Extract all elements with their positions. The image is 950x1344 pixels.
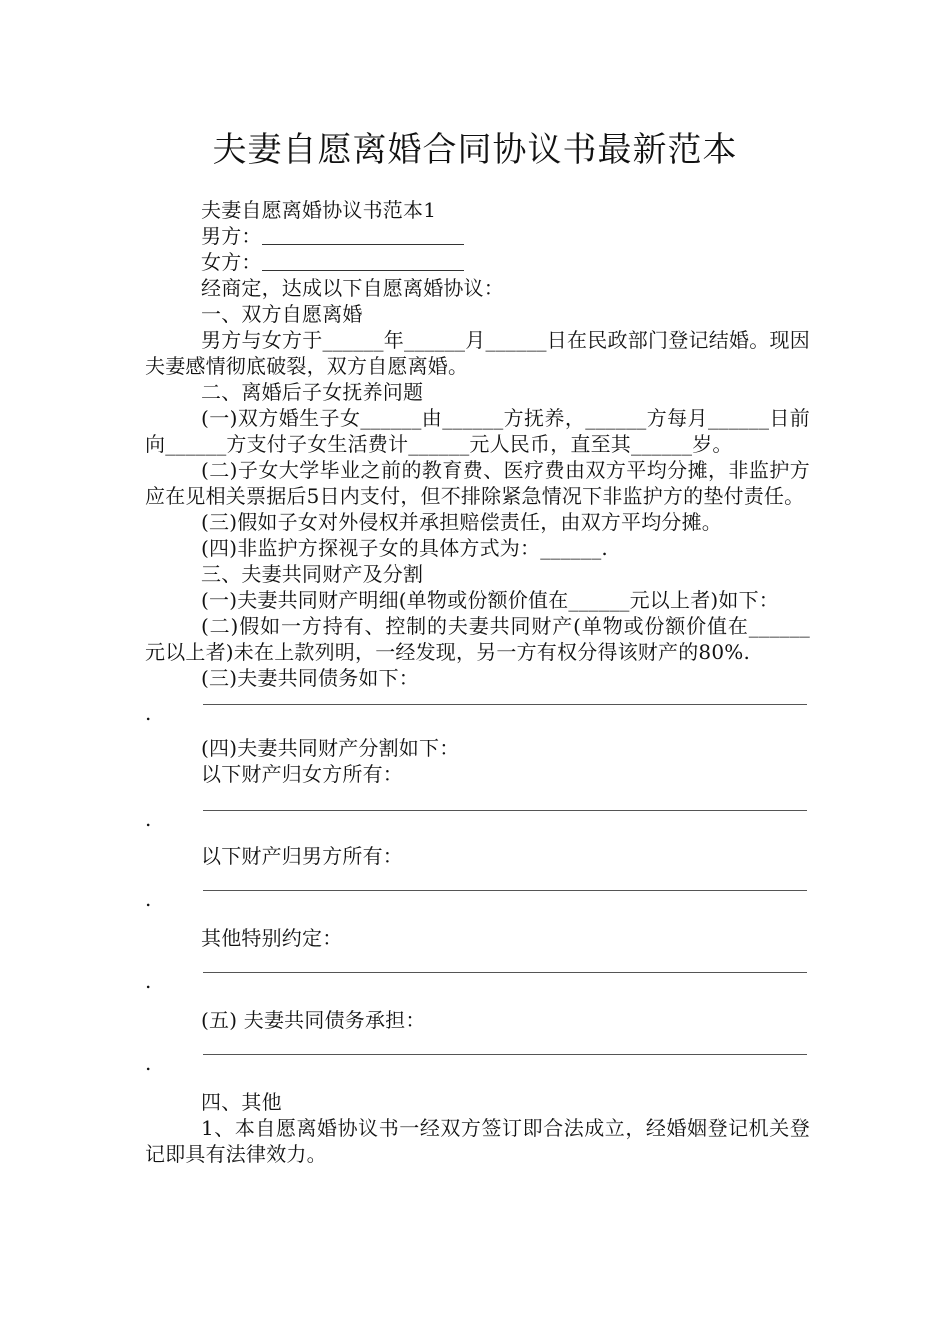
female-party-line	[145, 249, 810, 275]
paragraph: (三)假如子女对外侵权并承担赔偿责任，由双方平均分摊。	[201, 510, 723, 534]
document-title: 夫妻自愿离婚合同协议书最新范本	[212, 130, 738, 170]
paragraph: (五) 夫妻共同债务承担：	[201, 1008, 426, 1032]
clause-heading: 四、其他	[201, 1090, 282, 1114]
paragraph: (四)非监护方探视子女的具体方式为：______.	[201, 536, 608, 560]
fill-in-rule	[203, 787, 807, 811]
paragraph: 1、本自愿离婚协议书一经双方签订即合法成立，经婚姻登记机关登记即具有法律效力。	[145, 1116, 810, 1166]
dot-marker: .	[145, 701, 152, 725]
paragraph: (一)双方婚生子女______由______方抚养，______方每月______日前向______方支付子女生活费计______元人民币，直至其______岁。	[145, 406, 810, 456]
paragraph: 经商定，达成以下自愿离婚协议：	[201, 276, 504, 300]
clause-heading: 一、双方自愿离婚	[201, 302, 363, 326]
clause-heading: 二、离婚后子女抚养问题	[201, 380, 424, 404]
section-heading: 夫妻自愿离婚协议书范本1	[201, 198, 437, 222]
fill-in-rule	[203, 691, 807, 705]
male-party-blank	[262, 226, 464, 245]
fill-in-rule	[203, 869, 807, 891]
female-party-blank	[262, 252, 464, 271]
clause-heading: 三、夫妻共同财产及分割	[201, 562, 424, 586]
dot-marker: .	[145, 1051, 152, 1075]
fill-in-rule	[203, 1033, 807, 1055]
paragraph: (二)子女大学毕业之前的教育费、医疗费由双方平均分摊，非监护方应在见相关票据后5日内支付，但不排除紧急情况下非监护方的垫付责任。	[145, 458, 810, 508]
paragraph: 以下财产归女方所有：	[201, 762, 403, 786]
paragraph: (四)夫妻共同财产分割如下：	[201, 736, 460, 760]
paragraph: 男方与女方于______年______月______日在民政部门登记结婚。现因夫妻感情彻底破裂，双方自愿离婚。	[145, 328, 810, 378]
paragraph: 其他特别约定：	[201, 926, 343, 950]
fill-in-rule	[203, 951, 807, 973]
paragraph: (二)假如一方持有、控制的夫妻共同财产(单物或份额价值在______元以上者)未在上款列明，一经发现，另一方有权分得该财产的80%.	[145, 614, 810, 664]
paragraph: (三)夫妻共同债务如下：	[201, 666, 420, 690]
dot-marker: .	[145, 807, 152, 831]
paragraph: 以下财产归男方所有：	[201, 844, 403, 868]
dot-marker: .	[145, 887, 152, 911]
document-body	[145, 197, 810, 1167]
dot-marker: .	[145, 969, 152, 993]
male-party-line	[145, 223, 810, 249]
male-party-label: 男方：	[201, 224, 262, 248]
paragraph: (一)夫妻共同财产明细(单物或份额价值在______元以上者)如下：	[201, 588, 780, 612]
female-party-label: 女方：	[201, 250, 262, 274]
